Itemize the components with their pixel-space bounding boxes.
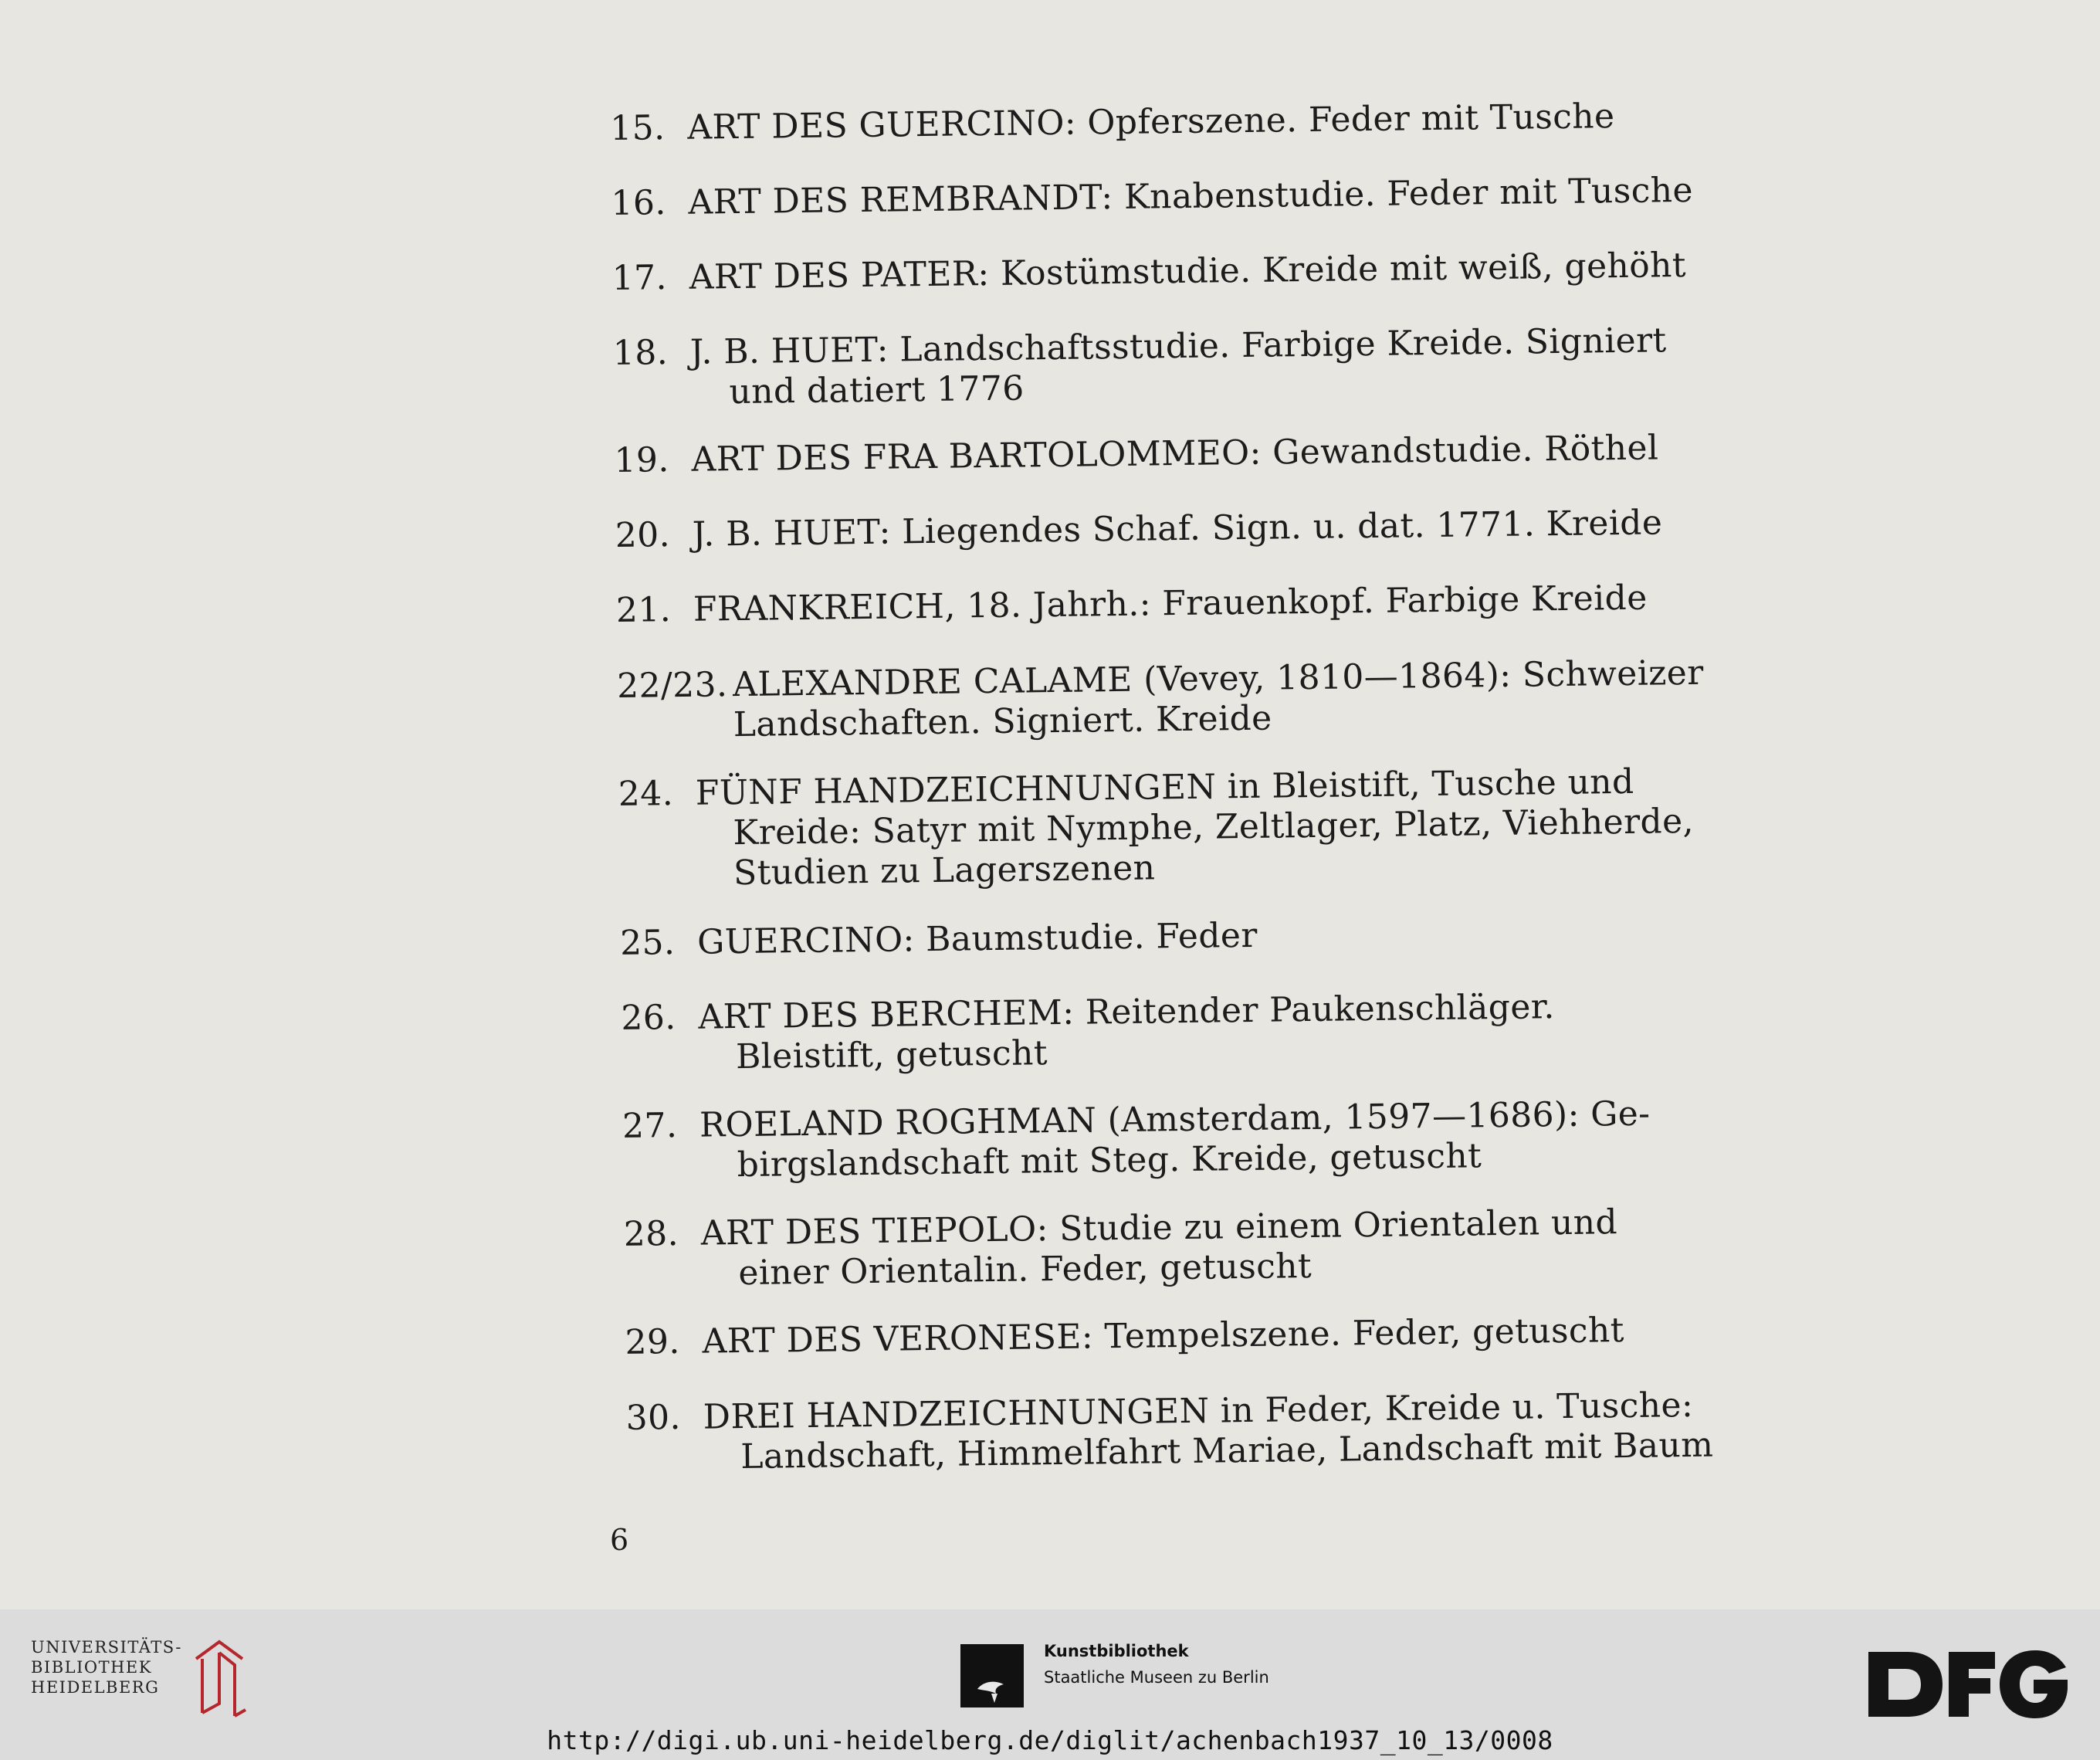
catalog-entry-27: [622, 1093, 1703, 1185]
entry-text-continued: Studien zu Lagerszenen: [733, 848, 1156, 894]
permalink-url[interactable]: http://digi.ub.uni-heidelberg.de/diglit/achenbach1937_10_13/0008: [547, 1725, 1553, 1755]
ub-heidelberg-icon: [188, 1636, 250, 1721]
kunstbibliothek-subtitle: Staatliche Museen zu Berlin: [1044, 1668, 1269, 1687]
entry-text: J. B. HUET: Liegendes Schaf. Sign. u. dat. 1771. Kreide: [692, 503, 1663, 554]
entry-text-continued: Kreide: Satyr mit Nymphe, Zeltlager, Platz, Viehherde,: [733, 801, 1695, 853]
catalog-entry-25: [619, 910, 1701, 963]
entry-text: FÜNF HANDZEICHNUNGEN in Bleistift, Tusche und: [695, 761, 1634, 813]
catalog-list: [610, 95, 1714, 1477]
entry-number: 18.: [612, 333, 669, 373]
entry-text-continued: einer Orientalin. Feder, getuscht: [738, 1246, 1312, 1294]
entry-text: ART DES REMBRANDT: Knabenstudie. Feder mit Tusche: [688, 170, 1694, 222]
catalog-entry-26: [621, 985, 1702, 1077]
entry-number: 30.: [625, 1398, 682, 1438]
page-number: 6: [610, 1523, 629, 1557]
catalog-entry-28: [623, 1201, 1704, 1294]
entry-text: ROELAND ROGHMAN (Amsterdam, 1597—1686): Ge-: [699, 1094, 1651, 1145]
ub-heidelberg-wordmark: [31, 1637, 182, 1697]
entry-number: 17.: [611, 258, 668, 298]
eagle-icon: [960, 1644, 1024, 1707]
ub-line-1: UNIVERSITÄTS-: [31, 1638, 182, 1657]
entry-text-continued: Bleistift, getuscht: [735, 1033, 1048, 1077]
catalog-entry-29: [625, 1309, 1705, 1362]
footer-bar: [0, 1609, 2100, 1760]
entry-number: 15.: [610, 108, 666, 148]
entry-text: ART DES FRA BARTOLOMMEO: Gewandstudie. Röthel: [691, 428, 1659, 480]
entry-number: 22/23.: [616, 665, 728, 706]
catalog-entry-21: [615, 577, 1697, 630]
catalog-entry-30: [625, 1385, 1714, 1477]
entry-number: 28.: [623, 1214, 679, 1254]
entry-text: ART DES PATER: Kostümstudie. Kreide mit weiß, gehöht: [689, 245, 1687, 297]
ub-line-3: HEIDELBERG: [31, 1678, 160, 1697]
entry-text-continued: Landschaft, Himmelfahrt Mariae, Landschaft mit Baum: [740, 1425, 1714, 1477]
ub-heidelberg-logo[interactable]: [31, 1636, 262, 1728]
catalog-entry-16: [611, 170, 1694, 223]
catalog-entry-24: [618, 761, 1699, 894]
ub-line-2: BIBLIOTHEK: [31, 1658, 152, 1677]
entry-text: ALEXANDRE CALAME (Vevey, 1810—1864): Schweizer: [732, 653, 1704, 705]
entry-number: 21.: [615, 590, 672, 630]
entry-text: ART DES GUERCINO: Opferszene. Feder mit Tusche: [687, 97, 1615, 148]
entry-number: 24.: [618, 774, 674, 814]
entry-text: ART DES VERONESE: Tempelszene. Feder, getuscht: [702, 1311, 1625, 1362]
entry-text: FRANKREICH, 18. Jahrh.: Frauenkopf. Farbige Kreide: [693, 578, 1648, 629]
entry-number: 29.: [625, 1322, 681, 1362]
entry-text: ART DES TIEPOLO: Studie zu einem Orientalen und: [700, 1202, 1618, 1253]
entry-number: 26.: [621, 998, 676, 1038]
entry-number: 20.: [615, 515, 671, 555]
catalog-entry-19: [614, 427, 1695, 480]
entry-number: 19.: [614, 440, 670, 480]
entry-number: 16.: [611, 183, 667, 223]
catalog-entry-17: [611, 245, 1692, 298]
entry-text-continued: birgslandschaft mit Steg. Kreide, getuscht: [737, 1136, 1482, 1185]
kunstbibliothek-logo[interactable]: [960, 1640, 1285, 1718]
entry-text: GUERCINO: Baumstudie. Feder: [696, 915, 1258, 962]
catalog-entry-22-23: [616, 653, 1704, 745]
dfg-logo[interactable]: [1868, 1646, 2069, 1723]
catalog-entry-18: [612, 320, 1694, 412]
catalog-entry-20: [615, 502, 1695, 555]
entry-number: 25.: [619, 923, 676, 963]
entry-text-continued: Landschaften. Signiert. Kreide: [733, 698, 1272, 745]
entry-text: ART DES BERCHEM: Reitender Paukenschläger.: [698, 987, 1556, 1037]
kunstbibliothek-title: Kunstbibliothek: [1044, 1642, 1189, 1660]
entry-number: 27.: [622, 1106, 678, 1146]
catalog-entry-15: [610, 95, 1691, 148]
entry-text: J. B. HUET: Landschaftsstudie. Farbige Kreide. Signiert: [689, 320, 1667, 372]
entry-text-continued: und datiert 1776: [729, 368, 1025, 412]
entry-text: DREI HANDZEICHNUNGEN in Feder, Kreide u. Tusche:: [703, 1385, 1694, 1437]
